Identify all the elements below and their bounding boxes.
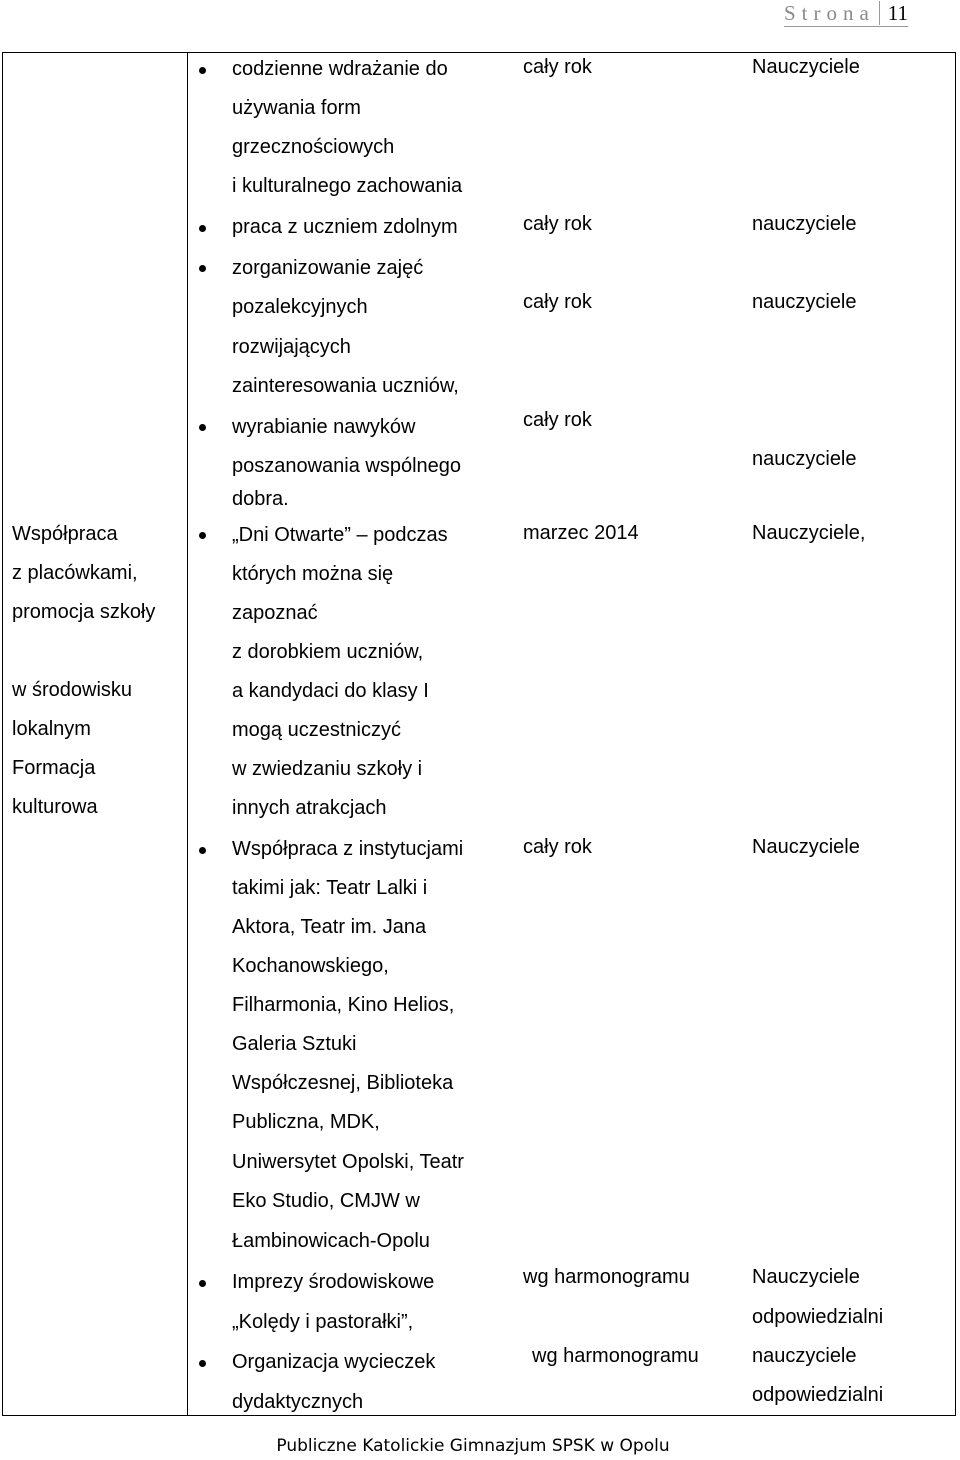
- area-text: kulturowa: [12, 796, 98, 818]
- responsible-text: nauczyciele: [752, 291, 857, 313]
- area-text: Współpraca: [12, 523, 118, 545]
- term-text: cały rok: [523, 836, 592, 858]
- task-line: dobra.: [232, 488, 289, 510]
- responsible-text: Nauczyciele: [752, 1266, 860, 1288]
- bullet-icon: [199, 265, 206, 272]
- task-line: praca z uczniem zdolnym: [232, 216, 458, 238]
- page-header: [784, 0, 908, 27]
- area-text: lokalnym: [12, 718, 91, 740]
- term-text: marzec 2014: [523, 522, 639, 544]
- task-line: Łambinowicach-Opolu: [232, 1230, 430, 1252]
- task-line: używania form: [232, 97, 361, 119]
- responsible-text: nauczyciele: [752, 1345, 857, 1367]
- task-line: Filharmonia, Kino Helios,: [232, 994, 455, 1016]
- responsible-text: odpowiedzialni: [752, 1306, 884, 1328]
- plan-table: [2, 52, 956, 1416]
- column-divider: [187, 53, 188, 1415]
- task-line: Aktora, Teatr im. Jana: [232, 916, 427, 938]
- task-line: poszanowania wspólnego: [232, 455, 462, 477]
- task-line: wyrabianie nawyków: [232, 416, 416, 438]
- task-line: zainteresowania uczniów,: [232, 375, 459, 397]
- bullet-icon: [199, 847, 206, 854]
- task-line: Organizacja wycieczek: [232, 1351, 436, 1373]
- area-text: w środowisku: [12, 679, 133, 701]
- task-line: Publiczna, MDK,: [232, 1111, 380, 1133]
- responsible-text: Nauczyciele,: [752, 522, 866, 544]
- task-line: Współczesnej, Biblioteka: [232, 1072, 454, 1094]
- task-line: z dorobkiem uczniów,: [232, 641, 424, 663]
- task-line: takimi jak: Teatr Lalki i: [232, 877, 428, 899]
- task-line: codzienne wdrażanie do: [232, 58, 448, 80]
- term-text: cały rok: [523, 213, 592, 235]
- task-line: Eko Studio, CMJW w: [232, 1190, 420, 1212]
- bullet-icon: [199, 67, 206, 74]
- task-line: pozalekcyjnych: [232, 296, 368, 318]
- term-text: cały rok: [523, 291, 592, 313]
- area-text: z placówkami,: [12, 562, 138, 584]
- page-header-label: Strona: [783, 1, 875, 25]
- responsible-text: odpowiedzialni: [752, 1384, 884, 1406]
- task-line: mogą uczestniczyć: [232, 719, 401, 741]
- task-line: rozwijających: [232, 336, 351, 358]
- task-line: „Dni Otwarte” – podczas: [232, 524, 448, 546]
- task-line: Współpraca z instytucjami: [232, 838, 464, 860]
- task-line: Uniwersytet Opolski, Teatr: [232, 1151, 464, 1173]
- task-line: zapoznać: [232, 602, 318, 624]
- page-number: 11: [879, 1, 908, 25]
- task-line: a kandydaci do klasy I: [232, 680, 429, 702]
- bullet-icon: [199, 532, 206, 539]
- task-line: Kochanowskiego,: [232, 955, 389, 977]
- area-text: promocja szkoły: [12, 601, 156, 623]
- task-line: których można się: [232, 563, 394, 585]
- task-line: Imprezy środowiskowe: [232, 1271, 435, 1293]
- responsible-text: Nauczyciele: [752, 836, 860, 858]
- term-text: wg harmonogramu: [532, 1345, 699, 1367]
- task-line: Galeria Sztuki: [232, 1033, 357, 1055]
- task-line: dydaktycznych: [232, 1391, 364, 1413]
- task-line: i kulturalnego zachowania: [232, 175, 463, 197]
- responsible-text: nauczyciele: [752, 213, 857, 235]
- task-line: innych atrakcjach: [232, 797, 387, 819]
- responsible-text: nauczyciele: [752, 448, 857, 470]
- bullet-icon: [199, 1360, 206, 1367]
- term-text: cały rok: [523, 56, 592, 78]
- responsible-text: Nauczyciele: [752, 56, 860, 78]
- bullet-icon: [199, 225, 206, 232]
- task-line: zorganizowanie zajęć: [232, 257, 424, 279]
- bullet-icon: [199, 424, 206, 431]
- bullet-icon: [199, 1280, 206, 1287]
- area-text: Formacja: [12, 757, 96, 779]
- term-text: cały rok: [523, 409, 592, 431]
- task-line: w zwiedzaniu szkoły i: [232, 758, 423, 780]
- term-text: wg harmonogramu: [523, 1266, 690, 1288]
- page-footer: Publiczne Katolickie Gimnazjum SPSK w Opolu: [276, 1436, 670, 1456]
- task-line: grzecznościowych: [232, 136, 395, 158]
- task-line: „Kolędy i pastorałki”,: [232, 1311, 414, 1333]
